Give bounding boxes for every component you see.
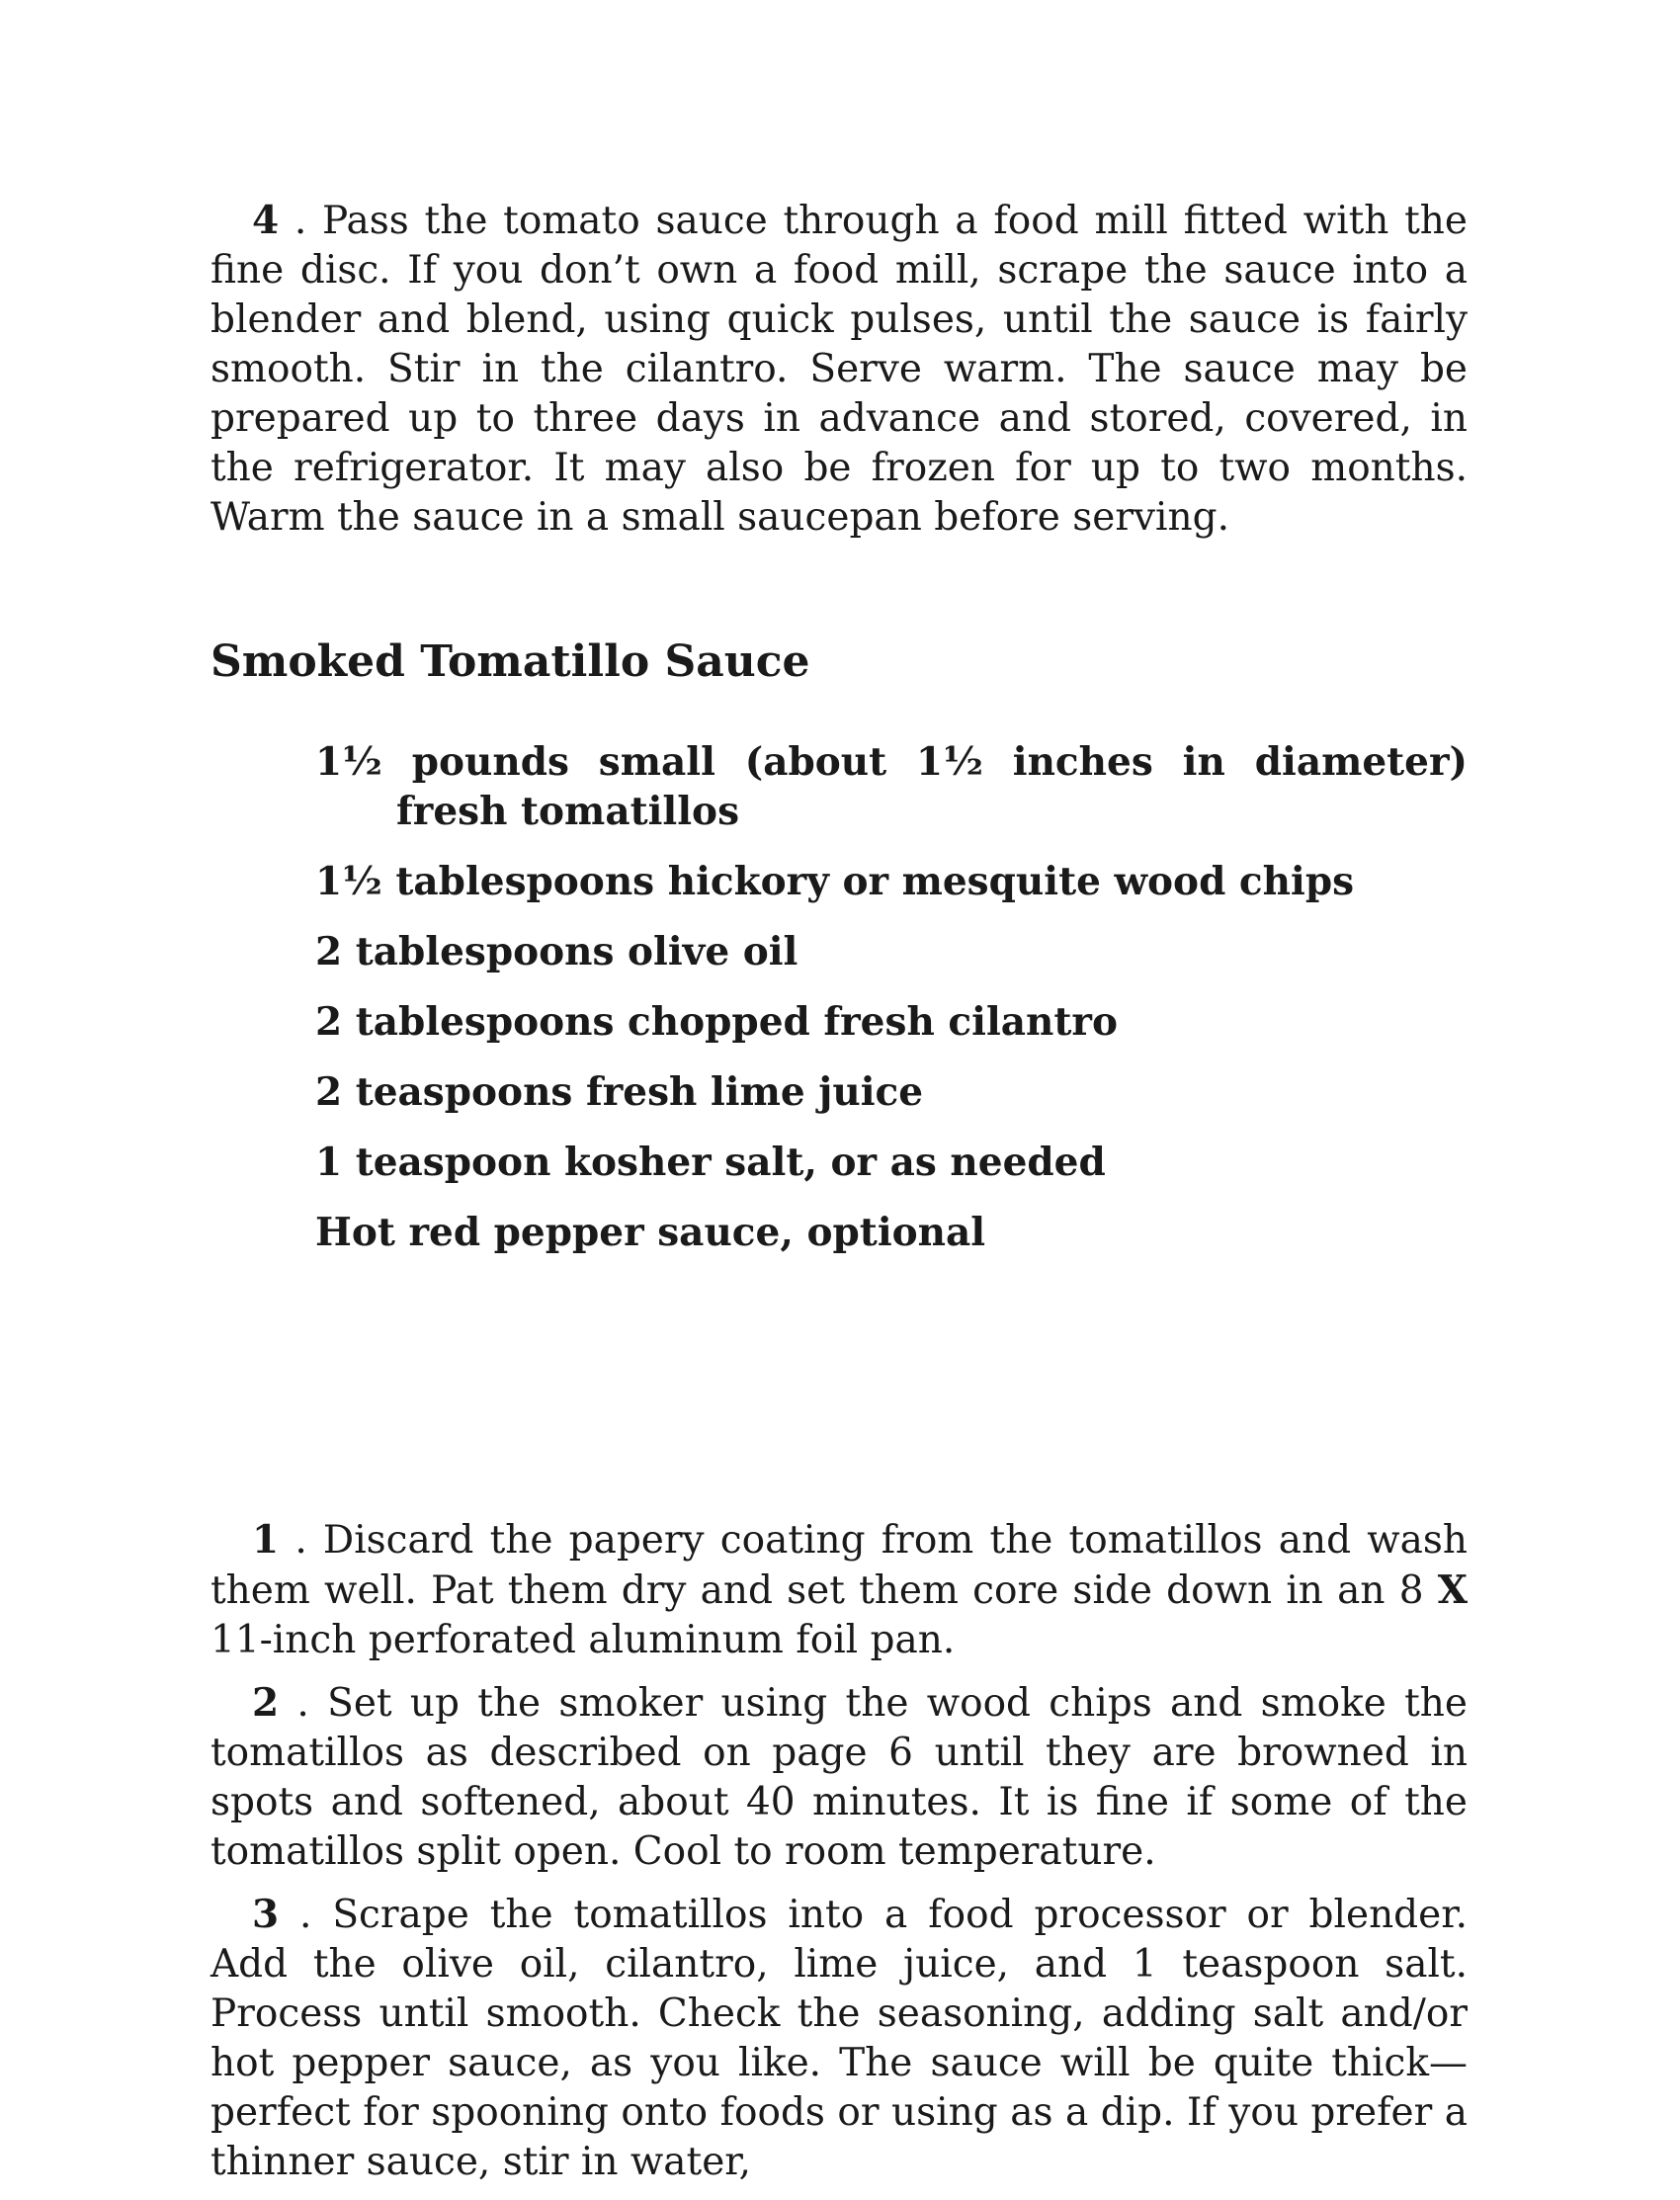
ingredient-item: 2 tablespoons olive oil [315, 929, 798, 974]
step-text: . Set up the smoker using the wood chips and smoke the tomatillos as described on page 6 until they are browned in spots and softened, about 40 minutes. It is fine if some of the tomatillos split open. Cool to room temperature. [210, 1681, 1468, 1874]
ingredient-item: 2 teaspoons fresh lime juice [315, 1069, 924, 1115]
dimension-x: X [1437, 1567, 1468, 1613]
ingredient-list [315, 737, 1468, 1278]
step-1-paragraph [210, 1515, 1468, 1665]
step-number: 4 [252, 198, 280, 243]
recipe-steps [210, 1515, 1468, 2200]
ingredient-item: 1½ tablespoons hickory or mesquite wood chips [315, 859, 1355, 904]
step-3-paragraph [210, 1890, 1468, 2187]
step-number: 3 [252, 1892, 280, 1937]
step-2-paragraph [210, 1678, 1468, 1877]
ingredient-item: 2 tablespoons chopped fresh cilantro [315, 999, 1118, 1045]
step-number: 2 [252, 1680, 280, 1726]
ingredient-item: 1½ pounds small (about 1½ inches in diameter) fresh tomatillos [315, 739, 1468, 834]
recipe-title: Smoked Tomatillo Sauce [210, 636, 810, 687]
document-page [210, 196, 1468, 2184]
step-text: 11-inch perforated aluminum foil pan. [210, 1618, 956, 1662]
step-text: . Scrape the tomatillos into a food processor or blender. Add the olive oil, cilantro, lime juice, and 1 teaspoon salt. Process until smooth. Check the seasoning, adding salt and/or hot pepper sauce, as you like. The sauce will be quite thick—perfect for spooning onto foods or using as a dip. If you prefer a thinner sauce, stir in water, [210, 1893, 1468, 2184]
ingredient-item: Hot red pepper sauce, optional [315, 1210, 986, 1255]
step-4-paragraph [210, 196, 1468, 543]
step-text: . Pass the tomato sauce through a food mill fitted with the fine disc. If you don’t own a food mill, scrape the sauce into a blender and blend, using quick pulses, until the sauce is fairly smooth. Stir in the cilantro. Serve warm. The sauce may be prepared up to three days in advance and stored, covered, in the refrigerator. It may also be frozen for up to two months. Warm the sauce in a small saucepan before serving. [210, 199, 1468, 540]
step-number: 1 [252, 1517, 280, 1563]
step-text: . Discard the papery coating from the tomatillos and wash them well. Pat them dry and set them core side down in an 8 [210, 1518, 1468, 1613]
ingredient-item: 1 teaspoon kosher salt, or as needed [315, 1140, 1106, 1185]
